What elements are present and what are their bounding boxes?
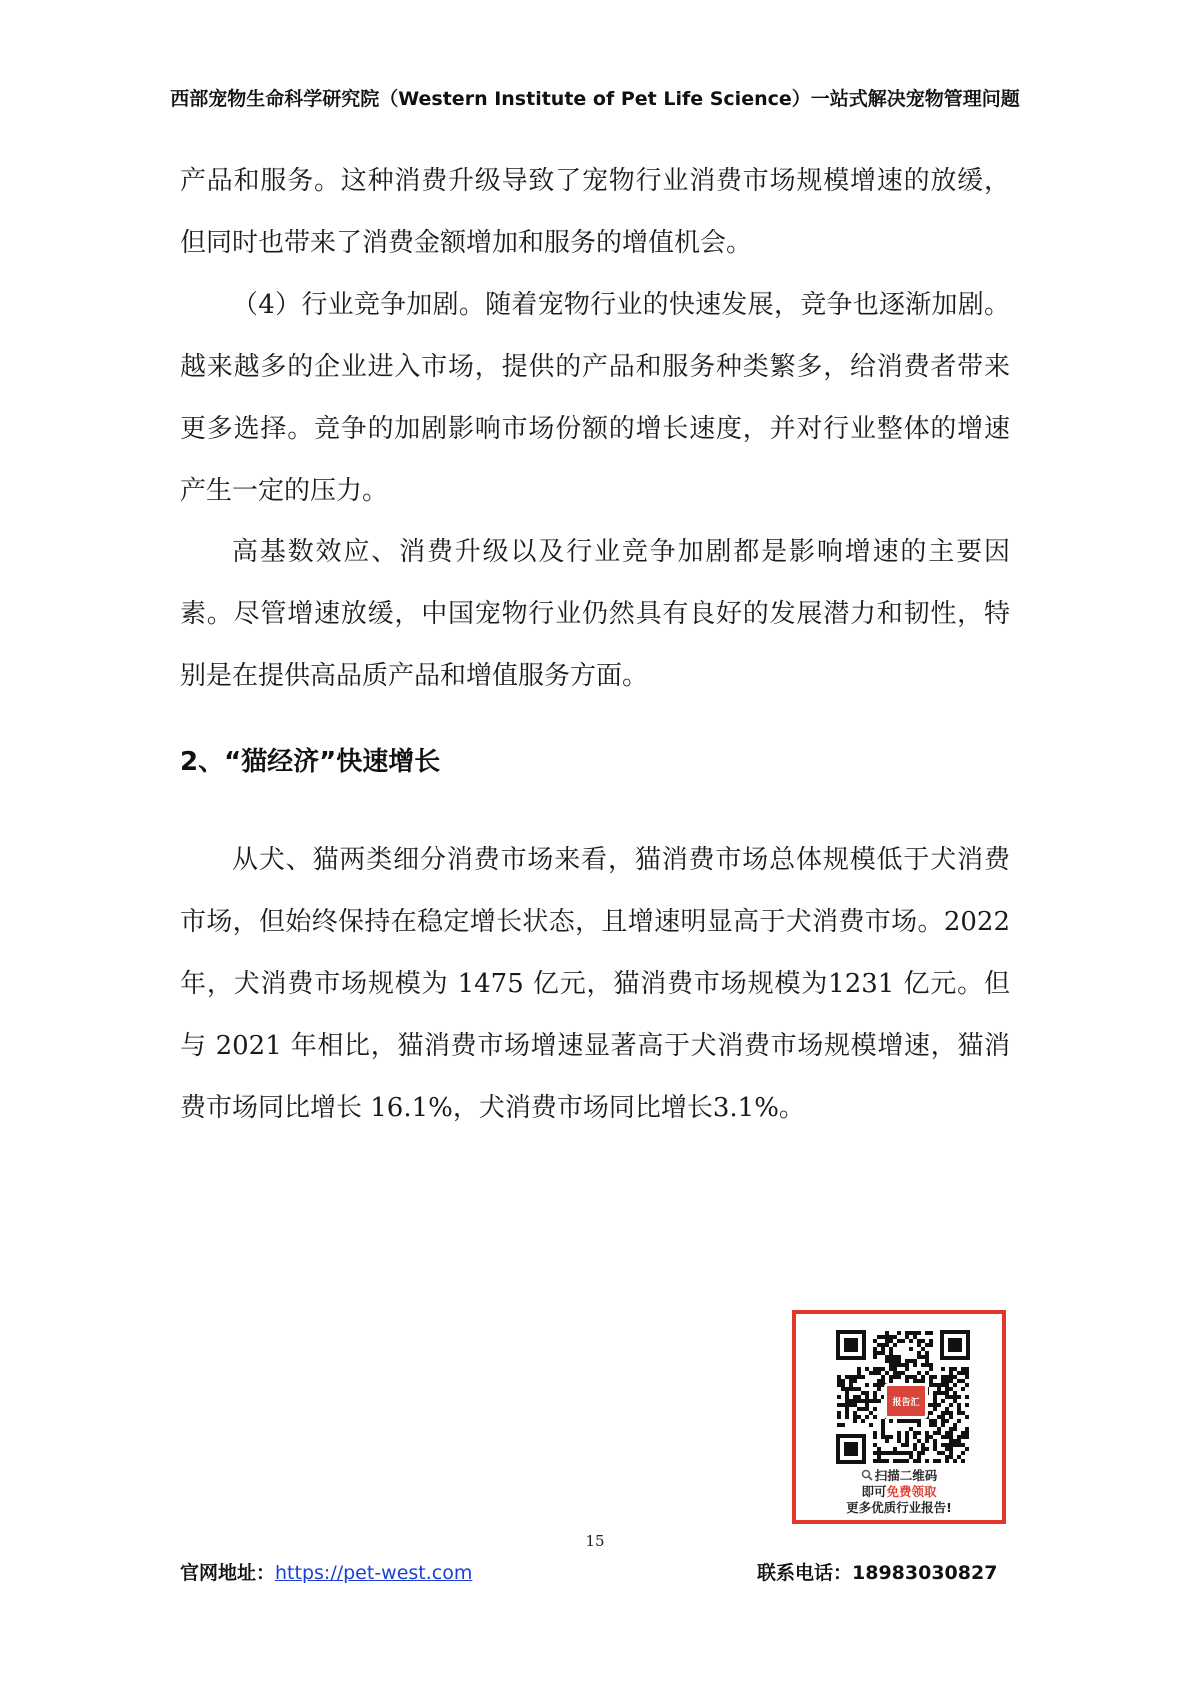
page-number: 15 — [585, 1532, 605, 1550]
qr-caption-prefix: 即可 — [861, 1484, 887, 1499]
website-link[interactable]: https://pet-west.com — [275, 1562, 473, 1584]
qr-center-logo: 报告汇 — [884, 1383, 928, 1419]
paragraph-cat-economy: 从犬、猫两类细分消费市场来看，猫消费市场总体规模低于犬消费市场，但始终保持在稳定增长状态，且增速明显高于犬消费市场。2022 年，犬消费市场规模为 1475 亿元，猫消费市场规模为1231 亿元。但与 2021 年相比，猫消费市场增速显著高于犬消费市场规模增速，猫消费市场同比增长 16.1%，犬消费市场同比增长3.1%。 — [180, 845, 1010, 1123]
website-label: 官网地址： — [180, 1562, 276, 1584]
section-heading: 2、“猫经济”快速增长 — [180, 747, 441, 777]
qr-caption-line1: 扫描二维码 — [874, 1468, 938, 1483]
phone-label: 联系电话： — [757, 1562, 853, 1584]
footer-website — [180, 1558, 472, 1585]
phone-number: 18983030827 — [852, 1562, 998, 1584]
page-header: 西部宠物生命科学研究院（Western Institute of Pet Life Science）一站式解决宠物管理问题 — [170, 88, 1020, 110]
paragraph-summary: 高基数效应、消费升级以及行业竞争加剧都是影响增速的主要因素。尽管增速放缓，中国宠物行业仍然具有良好的发展潜力和韧性，特别是在提供高品质产品和增值服务方面。 — [180, 537, 1010, 691]
qr-caption-highlight: 免费领取 — [886, 1484, 937, 1499]
paragraph-consumption-upgrade: 产品和服务。这种消费升级导致了宠物行业消费市场规模增速的放缓，但同时也带来了消费金额增加和服务的增值机会。 — [180, 166, 1010, 258]
magnifier-icon — [861, 1469, 873, 1481]
qr-caption-more: 更多优质行业报告! — [846, 1500, 952, 1515]
paragraph-competition: （4）行业竞争加剧。随着宠物行业的快速发展，竞争也逐渐加剧。越来越多的企业进入市场，提供的产品和服务种类繁多，给消费者带来更多选择。竞争的加剧影响市场份额的增长速度，并对行业整体的增速产生一定的压力。 — [180, 290, 1010, 506]
footer-phone — [757, 1558, 997, 1585]
qr-promo-box[interactable] — [792, 1310, 1006, 1524]
